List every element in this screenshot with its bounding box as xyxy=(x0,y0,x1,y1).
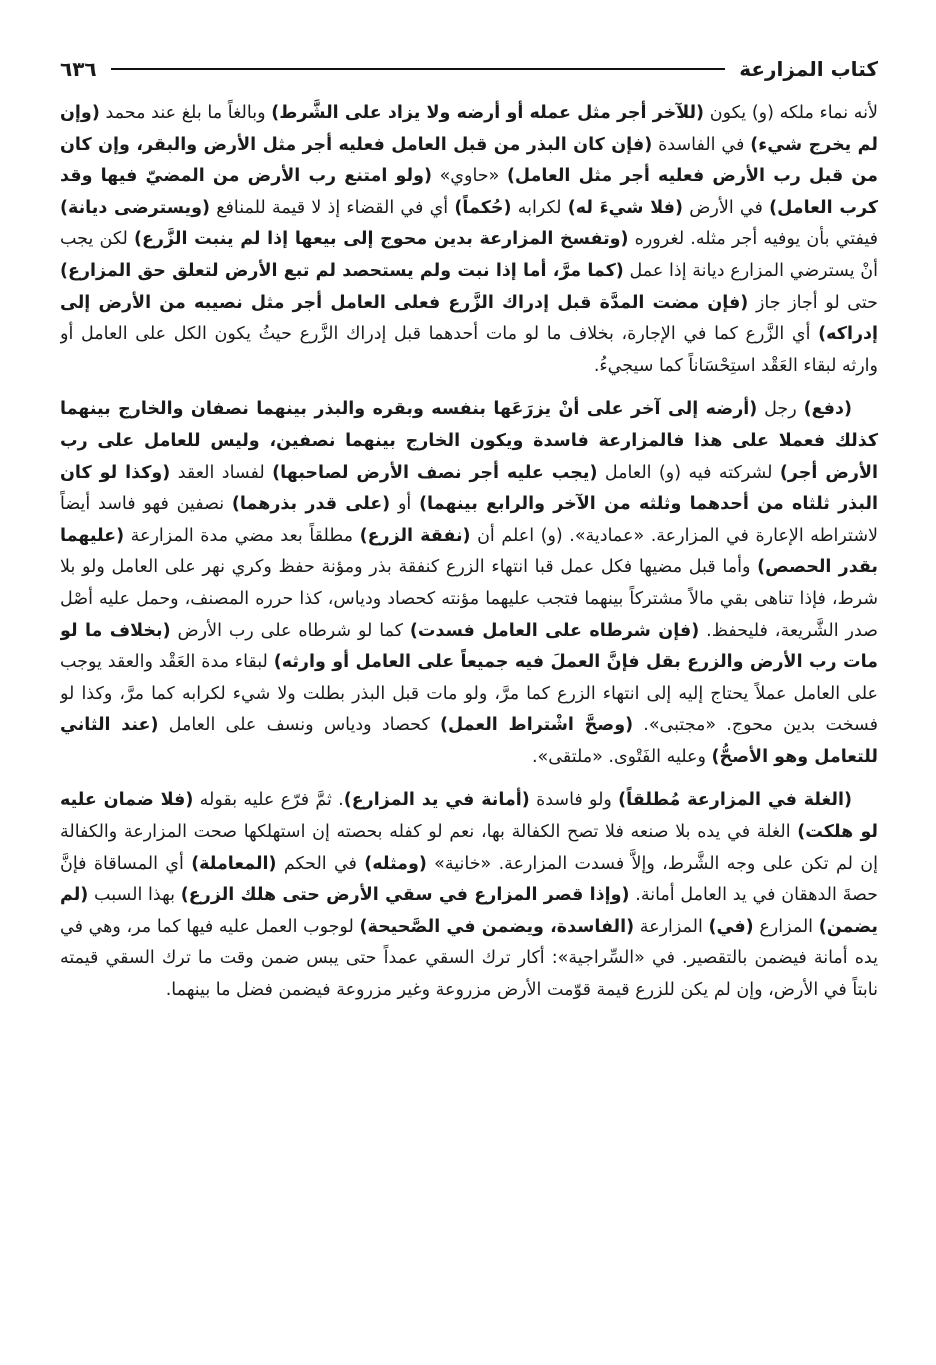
sharh-text: بهذا السبب xyxy=(88,885,181,906)
sharh-text: كحصاد ودياس ونسف على العامل xyxy=(158,715,440,736)
page-number: ٦٣٦ xyxy=(60,57,97,81)
sharh-text: أي في القضاء إذ لا قيمة للمنافع xyxy=(209,197,455,218)
matn-text: (عند الثاني للتعامل وهو الأصحُّ) xyxy=(60,715,878,767)
sharh-text: حتى لو أجاز جاز xyxy=(748,292,878,313)
matn-text: (يجب عليه أجر نصف الأرض لصاحبها) xyxy=(272,462,598,483)
matn-text: (وكذا لو كان البذر ثلثاه من أحدهما وثلثه من الآخر والرابع بينهما) xyxy=(60,462,878,515)
sharh-text: في الفاسدة xyxy=(652,134,751,155)
sharh-text: وبالغاً ما بلغ عند محمد xyxy=(99,103,272,123)
sharh-text: نصفين فهو فاسد أيضاً لاشتراطه الإعارة في المزارعة. «عمادية». (و) اعلم أن xyxy=(60,494,878,546)
matn-text: (على قدر بذرهما) xyxy=(231,494,391,515)
matn-text: (فإن شرطاه على العامل فسدت) xyxy=(409,620,700,641)
paragraph xyxy=(60,785,878,1006)
matn-text: (وإذا قصر المزارع في سقي الأرض حتى هلك الزرع) xyxy=(180,885,630,906)
paragraph xyxy=(60,394,878,773)
sharh-text: وأما قبل مضيها فكل عمل قبا انتهاء الزرع كنفقة بذر ومؤنة حفظ وكري نهر على العامل ولو بلا شرط، فإذا تناهى بقي مالاً مشتركاً بينهما فتجب عليهما مؤنته كحصاد ودياس، كذا حرره المصنف، وحمل عليه أصْل صدر الشَّريعة، فليحفظ. xyxy=(60,557,878,641)
matn-text: (ويسترضى ديانة) xyxy=(60,197,210,218)
matn-text: (وصحَّ اشْتراط العمل) xyxy=(439,715,634,736)
matn-text: (عليهما بقدر الحصص) xyxy=(60,525,878,578)
matn-text: (ومثله) xyxy=(364,853,427,874)
sharh-text: رجل xyxy=(757,399,804,420)
matn-text: (وإن لم يخرج شيء) xyxy=(60,103,878,155)
book-title: كتاب المزارعة xyxy=(739,57,878,81)
matn-text: (حُكماً) xyxy=(454,197,512,218)
sharh-text: أو xyxy=(390,494,420,515)
sharh-text: وعليه الفَتْوى. «ملتقى». xyxy=(531,746,712,767)
sharh-text: المزارعة xyxy=(634,916,709,937)
matn-text: (للآخر أجر مثل عمله أو أرضه ولا يزاد على الشَّرط) xyxy=(271,103,705,123)
matn-text: (أرضه إلى آخر على أنْ يزرَعَها بنفسه وبقره والبذر بينهما نصفان والخارج بينهما كذلك فعملا على هذا فالمزارعة فاسدة ويكون الخارج بينهما نصفين، وليس للعامل على رب الأرض أجر) xyxy=(60,399,878,483)
sharh-text: في الأرض xyxy=(683,197,770,218)
matn-text: (المعاملة) xyxy=(191,853,277,874)
matn-text: (وتفسخ المزارعة بدين محوج إلى بيعها إذا لم ينبت الزَّرع) xyxy=(133,229,629,250)
running-header xyxy=(60,52,878,86)
sharh-text: لبقاء مدة العَقْد والعقد يوجب على العامل عملاً يحتاج إليه إلى انتهاء الزرع كما مرَّ، ولو مات قبل البذر بطلت ولا شيء لكرابه كما مرَّ، وكذا لو فسخت بدين محوج. «مجتبى». xyxy=(60,652,878,736)
sharh-text: أي الزَّرع كما في الإجارة، بخلاف ما لو مات أحدهما قبل إدراك الزَّرع حيثُ يكون الكل على العامل أو وارثه لبقاء العَقْد استِحْسَاناً كما سيجيءُ. xyxy=(60,324,878,376)
sharh-text: ولو فاسدة xyxy=(529,790,619,811)
sharh-text: كما لو شرطاه على رب الأرض xyxy=(170,620,410,641)
matn-text: (الفاسدة، ويضمن في الصَّحيحة) xyxy=(359,916,635,937)
sharh-text: لوجوب العمل عليه فيها كما مر، وهي في يده أمانة فيضمن بالتقصير. في «السِّراجية»: أكار ترك السقي عمداً حتى يبس ضمن وقت ما ترك السقي قيمته نابتاً في الأرض، وإن لم يكن للزرع قيمة قوّمت الأرض مزروعة وغير مزروعة فيضمن فضل ما بينهما. xyxy=(60,916,878,1001)
matn-text: (كما مرَّ، أما إذا نبت ولم يستحصد لم تبع الأرض لتعلق حق المزارع) xyxy=(60,260,624,281)
matn-text: (فإن مضت المدَّة قبل إدراك الزَّرع فعلى العامل أجر مثل نصيبه من الأرض إلى إدراكه) xyxy=(60,292,878,345)
matn-text: (الغلة في المزارعة مُطلقاً) xyxy=(618,790,852,811)
sharh-text: فيفتي بأن يوفيه أجر مثله. لغروره xyxy=(628,229,878,250)
sharh-text: أي المساقاة فإنَّ حصةَ الدهقان في يد العامل أمانة. xyxy=(60,853,878,906)
matn-text: (في) xyxy=(708,916,754,937)
sharh-text: المزارع xyxy=(753,916,819,937)
matn-text: (نفقة الزرع) xyxy=(359,525,471,546)
sharh-text: لأنه نماء ملكه (و) يكون xyxy=(704,103,878,123)
matn-text: (فلا شيءَ له) xyxy=(567,197,684,218)
matn-text: (دفع) xyxy=(803,399,852,420)
matn-text: (لم يضمن) xyxy=(60,885,878,937)
matn-text: (فإن كان البذر من قبل العامل فعليه أجر مثل الأرض والبقر، وإن كان من قبل رب الأرض فعليه أجر مثل العامل) xyxy=(60,134,878,187)
header-rule xyxy=(111,68,726,70)
sharh-text: «حاوي» xyxy=(431,166,507,187)
text-body xyxy=(60,98,878,1007)
matn-text: (بخلاف ما لو مات رب الأرض والزرع بقل فإنَّ العملَ فيه جميعاً على العامل أو وارثه) xyxy=(60,620,878,673)
matn-text: (ولو امتنع رب الأرض من المضيّ فيها وقد كرب العامل) xyxy=(60,166,878,218)
sharh-text: لفساد العقد xyxy=(170,462,273,483)
paragraph xyxy=(60,98,878,382)
sharh-text: في الحكم xyxy=(276,853,365,874)
matn-text: (فلا ضمان عليه لو هلكت) xyxy=(60,790,878,843)
sharh-text: لكرابه xyxy=(511,197,568,218)
sharh-text: . ثمَّ فرّع عليه بقوله xyxy=(193,790,344,811)
sharh-text: الغلة في يده بلا صنعه فلا تصح الكفالة بها، نعم لو كفله بحصته إن استهلكها صحت المزارعة والكفالة إن لم تكن على وجه الشَّرط، وإلاَّ فسدت المزارعة. «خانية» xyxy=(60,822,878,874)
sharh-text: مطلقاً بعد مضي مدة المزارعة xyxy=(124,525,360,546)
sharh-text: لكن يجب أنْ يسترضي المزارع ديانة إذا عمل xyxy=(60,229,878,281)
matn-text: (أمانة في يد المزارع) xyxy=(343,790,530,811)
book-page xyxy=(60,52,878,1342)
sharh-text: لشركته فيه (و) العامل xyxy=(597,462,780,483)
